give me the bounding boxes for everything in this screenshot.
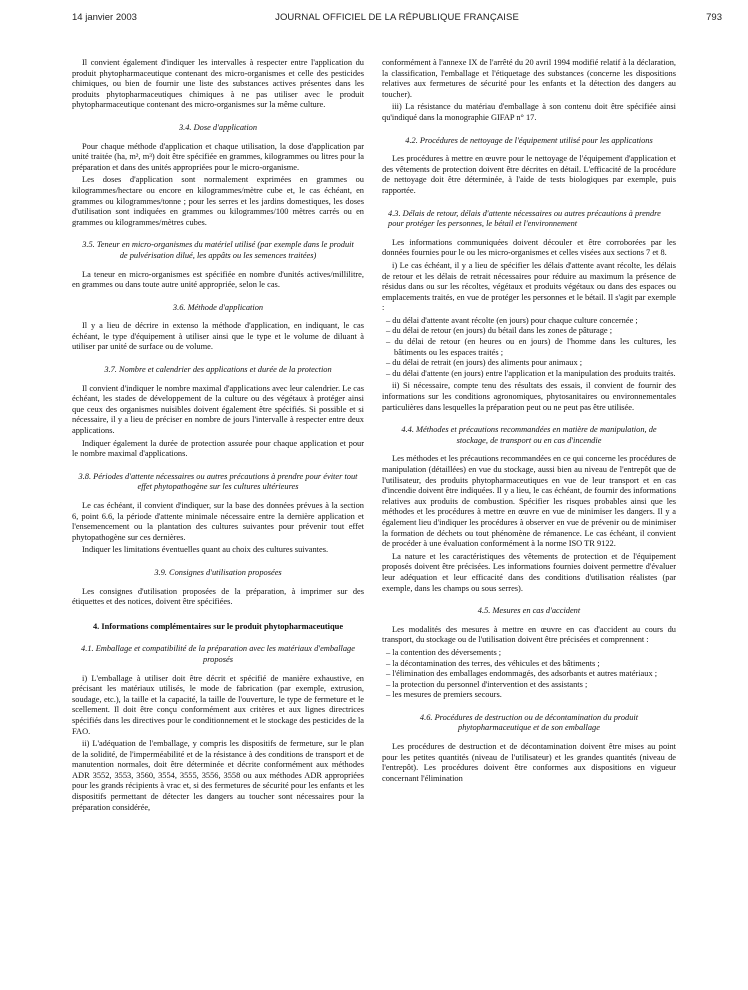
section-heading-3-6: 3.6. Méthode d'application xyxy=(172,302,264,312)
list-item: – la décontamination des terres, des véhicules et des bâtiments ; xyxy=(386,658,600,668)
paragraph: i) L'emballage à utiliser doit être décrit et spécifié de manière exhaustive, en précisant les matériaux utilisés, le mode de fabrication (par exemple, extrusion, soudage, etc.), la taille et la capacité, la taille de l'ouverture, le type de fermeture et le scellement. Il doit être conçu conformément aux critères et aux lignes directrices spécifiés dans les directives pour le conditionnement et le stockage des pesticides de la FAO. xyxy=(72,673,364,736)
paragraph: Les méthodes et les précautions recommandées en ce qui concerne les procédures de manipulation (détaillées) en vue du stockage, aussi bien au niveau de l'entrepôt que de l'utilisateur, des produits phytopharmaceutiques en vue de leur transport et en cas d'incendie doivent être indiquées. Il y a lieu, le cas échéant, de fournir des informations relatives aux produits de combustion. Spécifier les risques probables ainsi que les méthodes et les procédures à mettre en œuvre en vue de minimiser les dangers. Il y a également lieu d'indiquer les procédures à observer en vue de prévenir ou de minimiser la formation de déchets ou tout phénomène de rémanence. Le cas échéant, il convient de procéder à une évaluation conformément à la norme ISO TR 9122. xyxy=(382,454,676,549)
list-item: – du délai d'attente (en jours) entre l'application et la manipulation des produits traités. xyxy=(386,368,676,378)
list-item: – du délai de retour (en jours) du bétail dans les zones de pâturage ; xyxy=(386,326,613,336)
paragraph: conformément à l'annexe IX de l'arrêté du 20 avril 1994 modifié relatif à la déclaration, la classification, l'emballage et l'étiquetage des substances (concerne les dispositions relatives aux fermetures de sécurité pour les enfants et la détection des dangers au toucher). xyxy=(382,58,676,99)
header-page-number: 793 xyxy=(706,12,722,23)
page-header xyxy=(72,12,722,26)
paragraph: Les modalités des mesures à mettre en œuvre en cas d'accident au cours du transport, du stockage ou de l'utilisation doivent être précisées et comprennent : xyxy=(382,624,676,645)
section-heading-3-8: 3.8. Périodes d'attente nécessaires ou autres précautions à prendre pour éviter tout effet phytopathogène sur les cultures ultérieures xyxy=(78,471,358,492)
right-column xyxy=(382,58,676,986)
section-heading-3-9: 3.9. Consignes d'utilisation proposées xyxy=(154,567,282,577)
paragraph: Les doses d'application sont normalement exprimées en grammes ou kilogrammes/hectare ou encore en kilogrammes/mètre cube et, le cas échéant, en grammes ou kilogrammes/tonne ; pour les serres et les jardins domestiques, les doses d'utilisation sont indiquées en grammes ou kilogrammes/100 mètres carrés ou en grammes ou kilogrammes/mètres cubes. xyxy=(72,175,364,227)
left-column xyxy=(72,58,364,986)
section-heading-3-4: 3.4. Dose d'application xyxy=(178,122,258,132)
section-heading-3-7: 3.7. Nombre et calendrier des applications et durée de la protection xyxy=(104,365,332,375)
paragraph: Les procédures à mettre en œuvre pour le nettoyage de l'équipement d'application et des vêtements de protection doivent être décrites en détail. L'efficacité de la procédure de nettoyage doit être déterminée, à l'aide de tests biologiques par exemple, puis rapportée. xyxy=(382,154,676,195)
section-heading-4-6: 4.6. Procédures de destruction ou de décontamination du produit phytopharmaceutique et de son emballage xyxy=(419,712,639,733)
paragraph: Les consignes d'utilisation proposées de la préparation, à imprimer sur des étiquettes et des notices, doivent être spécifiées. xyxy=(72,586,364,607)
header-journal-title: JOURNAL OFFICIEL DE LA RÉPUBLIQUE FRANÇAISE xyxy=(275,12,519,23)
list-item: – l'élimination des emballages endommagés, des adsorbants et autres matériaux ; xyxy=(386,669,658,679)
list-item: – la protection du personnel d'intervention et des assistants ; xyxy=(386,679,588,689)
paragraph: Il convient d'indiquer le nombre maximal d'applications avec leur calendrier. Le cas échéant, les stades de développement de la culture ou des végétaux à protéger ainsi que ceux des organismes nuisibles doivent également être spécifiés. Si possible et si nécessaire, il y a lieu de préciser en nombre de jours l'intervalle à respecter entre deux applications. xyxy=(72,383,364,436)
paragraph: Pour chaque méthode d'application et chaque utilisation, la dose d'application par unité traitée (ha, m², m³) doit être spécifiée en grammes, kilogrammes ou litres pour la préparation et dans des unités appropriées pour le micro-organisme. xyxy=(72,141,364,172)
section-heading-4-5: 4.5. Mesures en cas d'accident xyxy=(477,606,581,616)
paragraph: ii) Si nécessaire, compte tenu des résultats des essais, il convient de fournir des informations sur les conditions agronomiques, phytosanitaires ou environnementales particulières dans lesquelles la préparation peut ou ne peut pas être utilisée. xyxy=(382,381,676,412)
paragraph: Les procédures de destruction et de décontamination doivent être mises au point pour les petites quantités (niveau de l'utilisateur) et les grandes quantités (niveau de l'entrepôt). Les procédures doivent être conformes aux dispositions en vigueur concernant l'élimination xyxy=(382,742,676,783)
section-heading-3-5: 3.5. Teneur en micro-organismes du matériel utilisé (par exemple dans le produit de pulvérisation dilué, les appâts ou les semences traitées) xyxy=(82,240,354,260)
paragraph: ii) L'adéquation de l'emballage, y compris les dispositifs de fermeture, sur le plan de la solidité, de l'imperméabilité et de la résistance à des conditions de transport et de manutention normales, doit être déterminée et décrite conformément aux méthodes ADR 3552, 3553, 3560, 3554, 3555, 3556, 3558 ou aux méthodes ADR appropriées pour les grands récipients à vrac et, si des fermetures de sécurité pour les enfants et les dispositifs permettant de détecter les dangers au toucher sont nécessaires pour la préparation considérée, xyxy=(72,739,364,812)
paragraph: i) Le cas échéant, il y a lieu de spécifier les délais d'attente avant récolte, les délais de retour et les délais de retrait nécessaires pour réduire au maximum la présence de résidus dans ou sur les récoltes, végétaux et produits végétaux ou dans des espaces ou emplacements traités, en vue de protéger les personnes et le bétail. Il s'agit par exemple : xyxy=(382,260,676,313)
paragraph: Le cas échéant, il convient d'indiquer, sur la base des données prévues à la section 6, point 6.6, la période d'attente minimale nécessaire entre la dernière application et l'ensemencement ou la plantation des cultures suivantes pour prévenir tout effet phytopathogène sur ces dernières. xyxy=(72,501,364,542)
paragraph: Il y a lieu de décrire in extenso la méthode d'application, en indiquant, le cas échéant, le type d'équipement à utiliser ainsi que le type et le volume de diluant à utiliser par unité de surface ou de volume. xyxy=(72,321,364,352)
list-item: – du délai de retour (en heures ou en jours) de l'homme dans les cultures, les bâtiments ou les espaces traités ; xyxy=(386,337,676,357)
section-heading-4-1: 4.1. Emballage et compatibilité de la préparation avec les matériaux d'emballage proposés xyxy=(81,644,355,664)
list-4-3 xyxy=(382,316,676,380)
paragraph: Indiquer également la durée de protection assurée pour chaque application et pour le nombre maximal d'applications. xyxy=(72,438,364,459)
section-heading-4-4: 4.4. Méthodes et précautions recommandées en matière de manipulation, de stockage, de transport ou en cas d'incendie xyxy=(401,425,657,445)
list-4-5 xyxy=(382,648,676,701)
paragraph: La teneur en micro-organismes est spécifiée en nombre d'unités actives/millilitre, en grammes ou dans toute autre unité appropriée, selon le cas. xyxy=(72,269,364,290)
list-item: – du délai de retrait (en jours) des aliments pour animaux ; xyxy=(386,358,583,368)
paragraph: Indiquer les limitations éventuelles quant au choix des cultures suivantes. xyxy=(82,545,329,555)
section-heading-4: 4. Informations complémentaires sur le produit phytopharmaceutique xyxy=(92,621,344,631)
paragraph: La nature et les caractéristiques des vêtements de protection et de l'équipement proposés doivent être précisées. Les informations fournies doivent permettre d'évaluer leur adéquation et leur efficacité dans des conditions d'utilisation réalistes (par exemple, dans les champs ou sous serres). xyxy=(382,551,676,593)
section-heading-4-3: 4.3. Délais de retour, délais d'attente nécessaires ou autres précautions à prendre pour protéger les personnes, le bétail et l'environnement xyxy=(388,208,661,229)
paragraph: iii) La résistance du matériau d'emballage à son contenu doit être spécifiée ainsi qu'indiqué dans la monographie GIFAP n° 17. xyxy=(382,102,676,122)
list-item: – les mesures de premiers secours. xyxy=(386,690,502,700)
list-item: – la contention des déversements ; xyxy=(386,647,502,657)
paragraph: Les informations communiquées doivent découler et être corroborées par les données fournies pour le ou les micro-organismes et celles visées aux sections 7 et 8. xyxy=(382,237,676,258)
section-heading-4-2: 4.2. Procédures de nettoyage de l'équipement utilisé pour les applications xyxy=(405,135,653,145)
paragraph: Il convient également d'indiquer les intervalles à respecter entre l'application du produit phytopharmaceutique contenant des micro-organismes et celle des pesticides chimiques, ou bien de fournir une liste des substances actives présentes dans les produits phytopharmaceutiques chimiques à ne pas utiliser avec le produit phytopharmaceutique contenant des micro-organismes sur la même culture. xyxy=(72,58,364,110)
header-date: 14 janvier 2003 xyxy=(72,12,137,23)
list-item: – du délai d'attente avant récolte (en jours) pour chaque culture concernée ; xyxy=(386,315,638,325)
